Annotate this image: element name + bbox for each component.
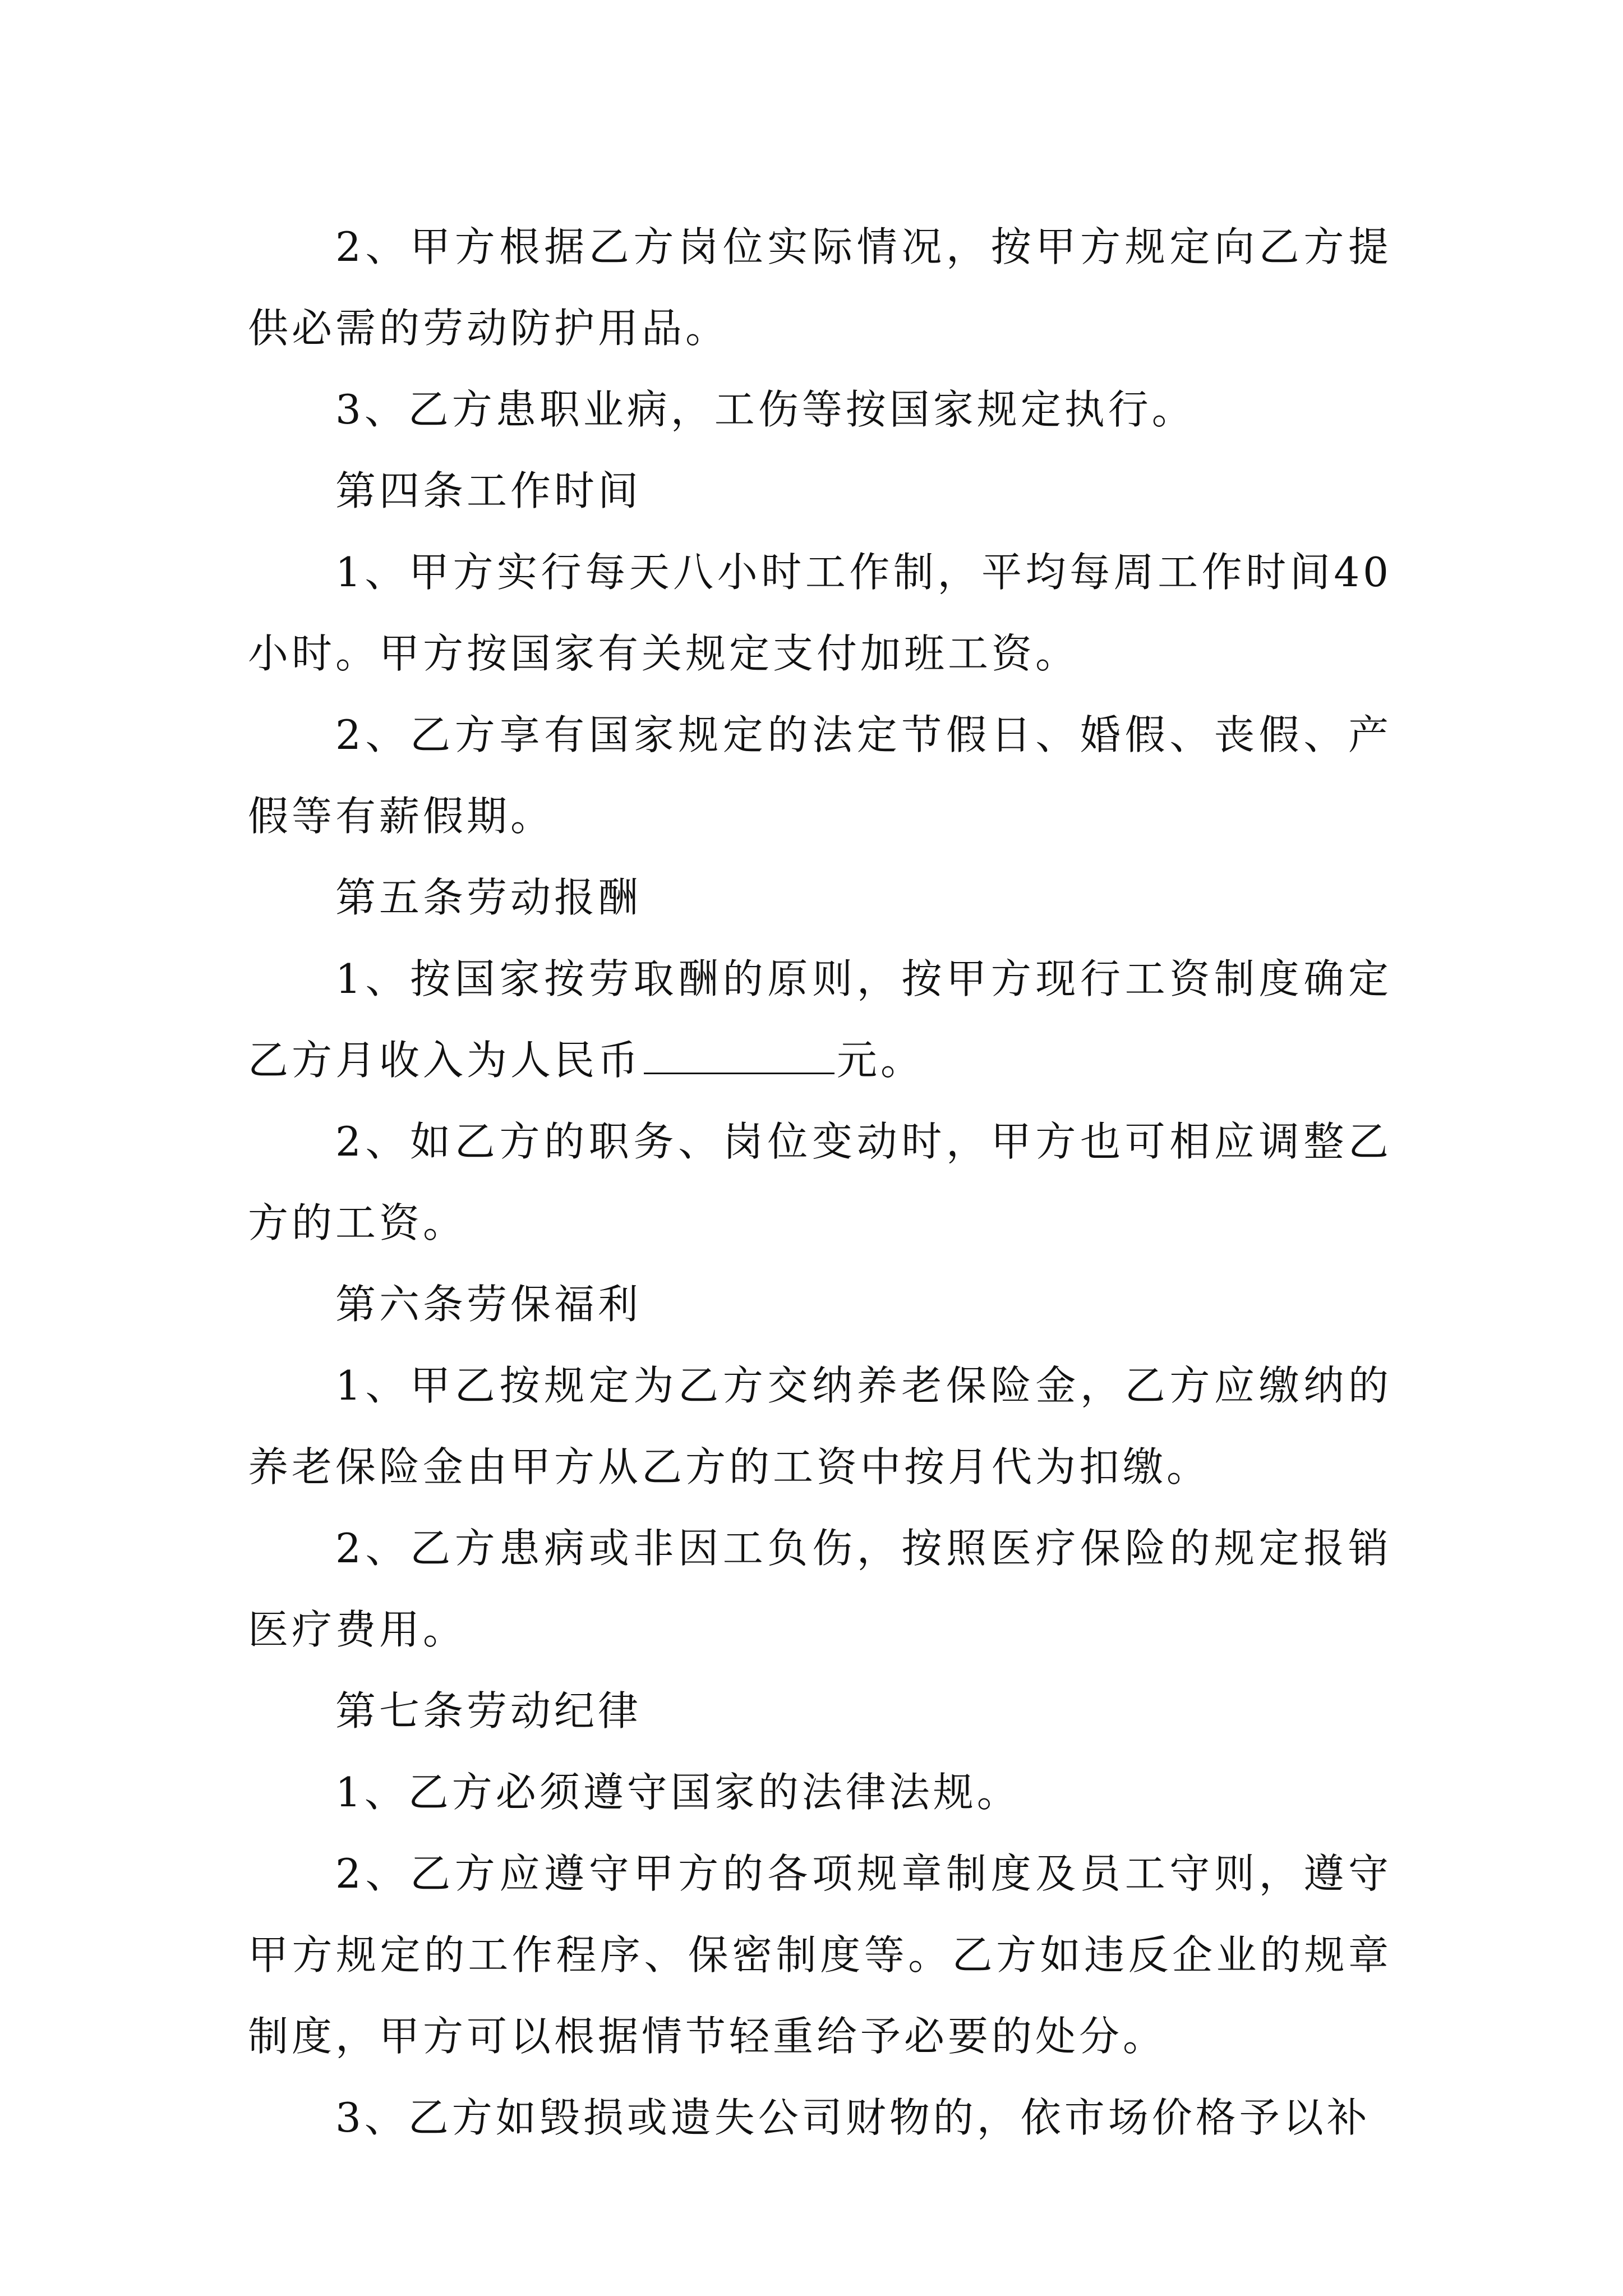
paragraph-paid-leave: 2、乙方享有国家规定的法定节假日、婚假、丧假、产假等有薪假期。 [248, 711, 1392, 840]
section-heading-welfare: 第六条劳保福利 [335, 1281, 642, 1328]
paragraph-monthly-salary [248, 938, 1392, 1101]
paragraph-property-damage: 3、乙方如毁损或遗失公司财物的，依市场价格予以补 [335, 2094, 1371, 2141]
paragraph-medical-insurance: 2、乙方患病或非因工负伤，按照医疗保险的规定报销医疗费用。 [248, 1525, 1392, 1653]
paragraph-pension-insurance: 1、甲乙按规定为乙方交纳养老保险金，乙方应缴纳的养老保险金由甲方从乙方的工资中按月代为扣缴。 [248, 1362, 1392, 1490]
paragraph-occupational-disease: 3、乙方患职业病，工伤等按国家规定执行。 [335, 386, 1196, 433]
section-heading-remuneration: 第五条劳动报酬 [335, 874, 642, 921]
section-heading-discipline: 第七条劳动纪律 [335, 1687, 642, 1734]
paragraph-obey-laws: 1、乙方必须遵守国家的法律法规。 [335, 1769, 1021, 1816]
salary-unit: 元。 [837, 1037, 925, 1084]
paragraph-salary-adjustment: 2、如乙方的职务、岗位变动时，甲方也可相应调整乙方的工资。 [248, 1118, 1392, 1246]
paragraph-protective-equipment: 2、甲方根据乙方岗位实际情况，按甲方规定向乙方提供必需的劳动防护用品。 [248, 223, 1392, 352]
paragraph-company-rules: 2、乙方应遵守甲方的各项规章制度及员工守则，遵守甲方规定的工作程序、保密制度等。乙方如违反企业的规章制度，甲方可以根据情节轻重给予必要的处分。 [248, 1850, 1392, 2060]
salary-text: 1、按国家按劳取酬的原则，按甲方现行工资制度确定乙方月收入为人民币 [248, 955, 1392, 1084]
paragraph-eight-hour-day: 1、甲方实行每天八小时工作制，平均每周工作时间40小时。甲方按国家有关规定支付加班工资。 [248, 549, 1392, 677]
document-body [248, 206, 1392, 2159]
salary-amount-blank [644, 1072, 834, 1074]
section-heading-working-hours: 第四条工作时间 [335, 467, 642, 514]
